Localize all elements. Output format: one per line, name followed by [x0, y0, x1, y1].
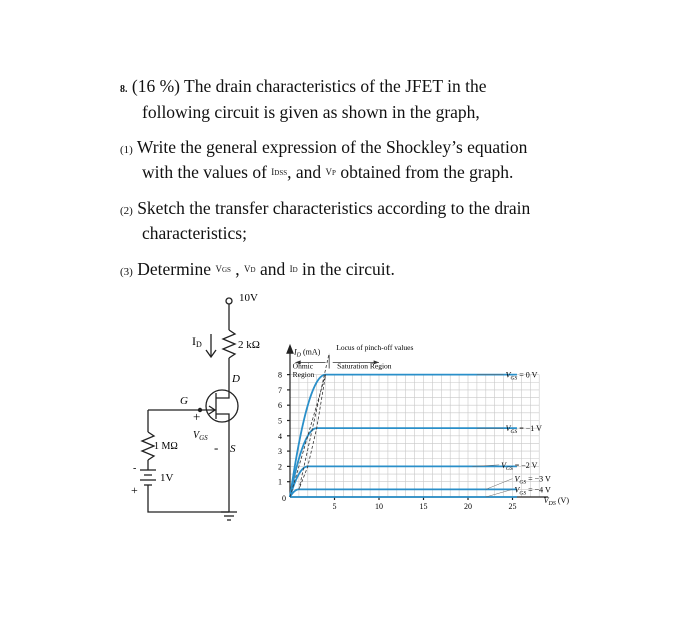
- x-tick-label: 15: [419, 502, 428, 511]
- y-tick-label: 7: [278, 385, 282, 395]
- y-tick-label: 1: [278, 477, 282, 487]
- drain-node-label: D: [232, 373, 240, 385]
- supply-label: 10V: [239, 292, 258, 304]
- curve-label: $V_{GS} = -1$ V: [505, 424, 542, 436]
- part3-text-a: Determine: [137, 259, 216, 279]
- curve-label-leader: [486, 479, 513, 490]
- idss-letter: I: [271, 167, 275, 177]
- vgs-label: $V_{GS}$: [193, 430, 208, 442]
- y-axis-label: $I_D$ (mA): [294, 347, 321, 359]
- y-tick-label: 4: [278, 431, 282, 441]
- part3-text-c: and: [255, 259, 290, 279]
- source-node-label: S: [230, 443, 236, 455]
- question-number: 8.: [120, 84, 128, 95]
- id-label: ID: [192, 334, 202, 349]
- gate-resistor-label: 1 MΩ: [154, 441, 178, 452]
- id-subscript: D: [292, 266, 298, 274]
- vp-letter: V: [325, 167, 333, 177]
- part3-text-b: ,: [230, 259, 245, 279]
- chart-grid: [290, 375, 539, 497]
- curve-label: $V_{GS} = 0$ V: [505, 370, 538, 382]
- y-tick-label: 8: [278, 370, 282, 380]
- curve-label-leader: [486, 489, 513, 497]
- vgs-letter: V: [215, 264, 222, 274]
- curve-label: $V_{GS} = -4$ V: [514, 485, 551, 497]
- battery-plus-sign: +: [131, 483, 138, 497]
- gate-node-label: G: [180, 395, 188, 407]
- y-axis-arrow: [287, 346, 293, 354]
- x-tick-label: 25: [508, 502, 517, 511]
- saturation-label: Saturation Region: [337, 361, 392, 371]
- part1-number: (1): [120, 144, 133, 156]
- gate-plus-sign: +: [193, 409, 201, 424]
- vp-subscript: P: [332, 169, 336, 177]
- vgs-subscript: GS: [221, 266, 231, 274]
- intro-line-2: following circuit is given as shown in the graph,: [142, 102, 480, 122]
- locus-label: Locus of pinch-off values: [336, 343, 414, 353]
- part3-number: (3): [120, 266, 133, 278]
- part2-number: (2): [120, 205, 133, 217]
- part1-text-b: , and: [287, 162, 326, 182]
- curve-label: $V_{GS} = -3$ V: [514, 474, 551, 486]
- y-tick-label: 5: [278, 416, 282, 426]
- origin-label: 0: [282, 494, 286, 503]
- curve-label: $V_{GS} = -2$ V: [501, 460, 538, 472]
- part1-text-a: with the values of: [142, 162, 272, 182]
- part2-line-1: Sketch the transfer characteristics according to the drain: [137, 198, 531, 218]
- battery-minus-sign: -: [133, 463, 137, 474]
- y-tick-label: 6: [278, 401, 282, 411]
- ohmic-label-line1: Ohmic: [292, 361, 314, 371]
- x-axis-label: $V_{DS}$ (V): [543, 496, 569, 507]
- x-tick-label: 10: [375, 502, 383, 511]
- x-tick-label: 5: [332, 502, 337, 511]
- id-letter: I: [289, 264, 293, 274]
- x-tick-label: 20: [464, 502, 472, 511]
- chart-axes: [287, 346, 548, 500]
- battery-label: 1V: [160, 472, 174, 484]
- vd-letter: V: [244, 264, 251, 274]
- part2-line-2: characteristics;: [142, 223, 247, 243]
- intro-line-1: (16 %) The drain characteristics of the JFET in the: [131, 76, 487, 96]
- drain-resistor-label: 2 kΩ: [238, 339, 260, 351]
- source-minus-sign: -: [214, 440, 219, 455]
- part3-text-d: in the circuit.: [297, 259, 395, 279]
- ohmic-label-line2: Region: [292, 369, 315, 379]
- vd-subscript: D: [250, 266, 256, 274]
- y-tick-label: 3: [278, 447, 282, 457]
- y-tick-label: 2: [278, 462, 282, 472]
- curve-v-gs-1-v: [290, 428, 517, 497]
- part1-line-1: Write the general expression of the Shockley’s equation: [136, 137, 528, 157]
- part1-text-c: obtained from the graph.: [335, 162, 514, 182]
- curve-v-gs-3-v: [290, 489, 517, 497]
- idss-subscript: DSS: [274, 169, 288, 177]
